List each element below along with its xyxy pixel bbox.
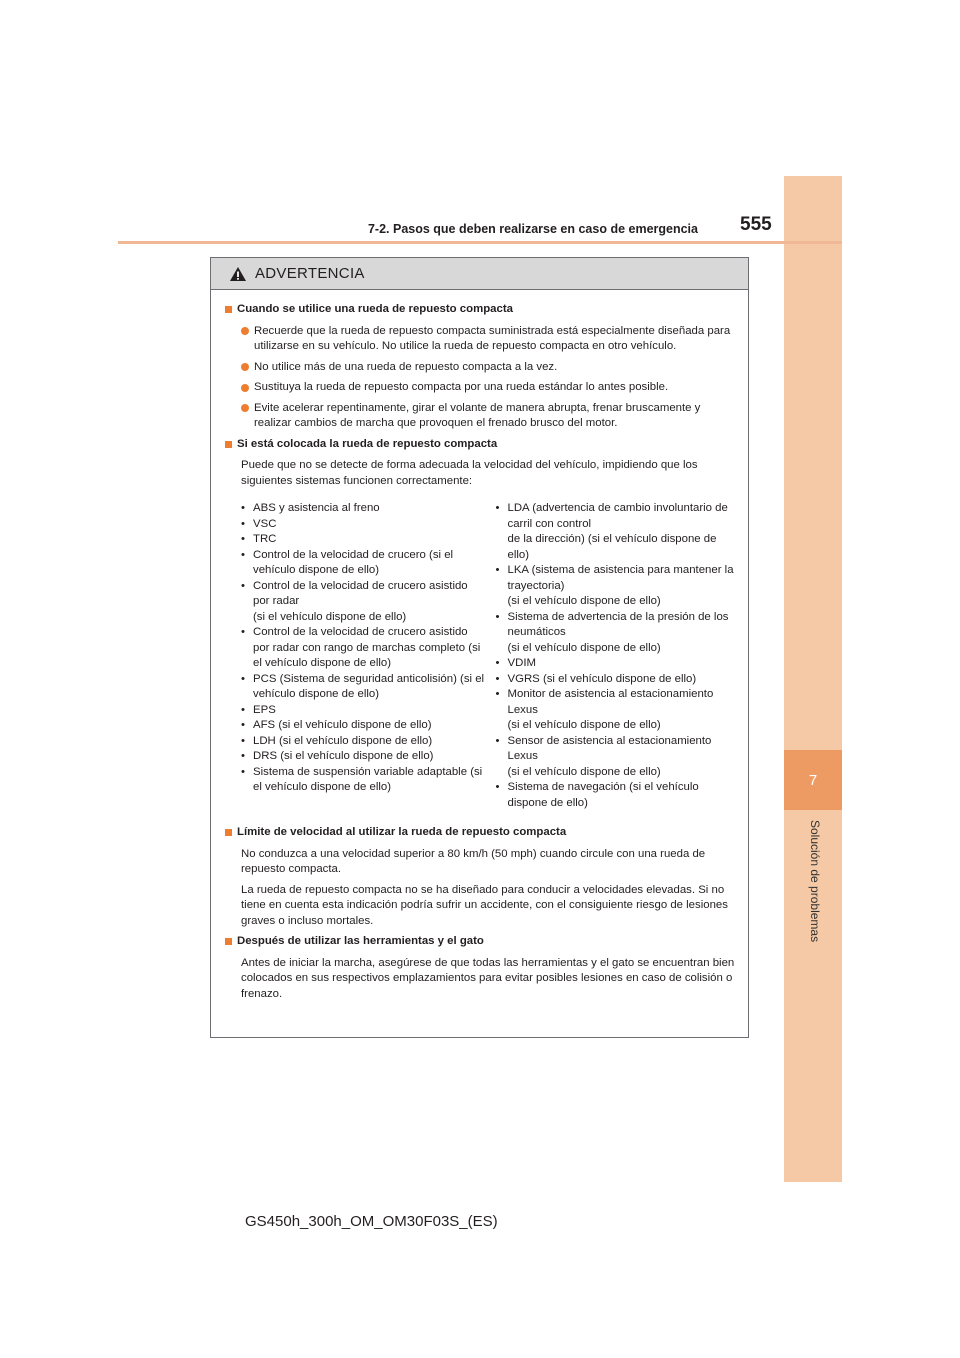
system-item: • ABS y asistencia al freno <box>241 502 380 514</box>
system-item: • PCS (Sistema de seguridad anticolisión) (si el vehículo dispone de ello) <box>241 672 485 700</box>
system-item: • AFS (si el vehículo dispone de ello) <box>241 719 432 731</box>
system-item: • LKA (sistema de asistencia para mantener la trayectoria) (si el vehículo dispone de ello) <box>495 564 734 607</box>
paragraph: La rueda de repuesto compacta no se ha diseñado para conducir a velocidades elevadas. Si no tiene en cuenta esta indicación podría sufrir un accidente, con el consiguiente riesgo de lesiones graves o incluso mortales. <box>241 883 728 927</box>
circle-bullet-icon <box>241 363 249 371</box>
warning-box <box>210 257 749 1038</box>
model-code-footer: GS450h_300h_OM_OM30F03S_(ES) <box>245 1213 498 1230</box>
systems-columns <box>241 501 740 811</box>
list-item: Sustituya la rueda de repuesto compacta por una rueda estándar lo antes posible. <box>241 380 740 396</box>
system-item: • Sistema de navegación (si el vehículo dispone de ello) <box>495 781 699 809</box>
system-item: • Sensor de asistencia al estacionamiento Lexus (si el vehículo dispone de ello) <box>495 734 712 778</box>
chapter-side-strip <box>784 176 842 1182</box>
systems-column-right <box>496 501 741 811</box>
section-heading: Cuando se utilice una rueda de repuesto compacta <box>225 302 740 318</box>
system-item: • LDA (advertencia de cambio involuntario de carril con control de la dirección) (si el vehículo dispone de ello) <box>495 502 728 561</box>
system-item: • Control de la velocidad de crucero asistido por radar con rango de marchas completo (si el vehículo dispone de ello) <box>241 626 481 669</box>
warning-body <box>211 290 748 1002</box>
list-item: No utilice más de una rueda de repuesto compacta a la vez. <box>241 360 740 376</box>
system-item: • VSC <box>241 517 277 530</box>
list-item: Recuerde que la rueda de repuesto compacta suministrada está especialmente diseñada para utilizarse en su vehículo. No utilice la rueda de repuesto compacta en otro vehículo. <box>241 324 740 355</box>
header-divider <box>118 241 842 244</box>
warning-header <box>211 258 748 290</box>
paragraph: Antes de iniciar la marcha, asegúrese de que todas las herramientas y el gato se encuentran bien colocados en sus respectivos emplazamientos para evitar posibles lesiones en caso de colisión o frenazo. <box>241 956 735 1000</box>
circle-bullet-icon <box>241 404 249 412</box>
section-title: 7-2. Pasos que deben realizarse en caso de emergencia <box>367 222 698 236</box>
square-bullet-icon <box>225 306 232 313</box>
chapter-number: 7 <box>808 771 818 789</box>
system-item: • Monitor de asistencia al estacionamiento Lexus (si el vehículo dispone de ello) <box>495 688 714 731</box>
paragraph: Puede que no se detecte de forma adecuada la velocidad del vehículo, impidiendo que los siguientes sistemas funcionen correctamente: <box>241 459 698 487</box>
system-item: • TRC <box>241 533 277 545</box>
chapter-label: Solución de problemas <box>808 820 822 943</box>
system-item: • LDH (si el vehículo dispone de ello) <box>241 734 433 747</box>
square-bullet-icon <box>225 938 232 945</box>
section-heading: Si está colocada la rueda de repuesto compacta <box>225 437 740 453</box>
paragraph: No conduzca a una velocidad superior a 80 km/h (50 mph) cuando circule con una rueda de repuesto compacta. <box>241 847 706 875</box>
section-heading: Límite de velocidad al utilizar la rueda de repuesto compacta <box>225 825 740 841</box>
system-item: • Sistema de suspensión variable adaptable (si el vehículo dispone de ello) <box>241 765 483 793</box>
systems-column-left <box>241 501 486 811</box>
square-bullet-icon <box>225 829 232 836</box>
list-item: Evite acelerar repentinamente, girar el volante de manera abrupta, frenar bruscamente y realizar cambios de marcha que provoquen el frenado brusco del motor. <box>241 401 740 432</box>
circle-bullet-icon <box>241 327 249 335</box>
system-item: • Control de la velocidad de crucero (si el vehículo dispone de ello) <box>241 548 454 576</box>
chapter-number-tab <box>784 750 842 810</box>
system-item: • Sistema de advertencia de la presión de los neumáticos (si el vehículo dispone de ello) <box>495 610 729 654</box>
circle-bullet-icon <box>241 384 249 392</box>
system-item: • VGRS (si el vehículo dispone de ello) <box>495 672 697 685</box>
warning-triangle-icon <box>229 266 247 282</box>
warning-title: ADVERTENCIA <box>255 265 365 282</box>
system-item: • VDIM <box>495 657 536 669</box>
system-item: • EPS <box>241 703 276 716</box>
system-item: • DRS (si el vehículo dispone de ello) <box>241 750 434 762</box>
section-heading: Después de utilizar las herramientas y el gato <box>225 934 740 950</box>
system-item: • Control de la velocidad de crucero asistido por radar (si el vehículo dispone de ello) <box>241 579 468 623</box>
square-bullet-icon <box>225 441 232 448</box>
page-number: 555 <box>740 214 772 235</box>
